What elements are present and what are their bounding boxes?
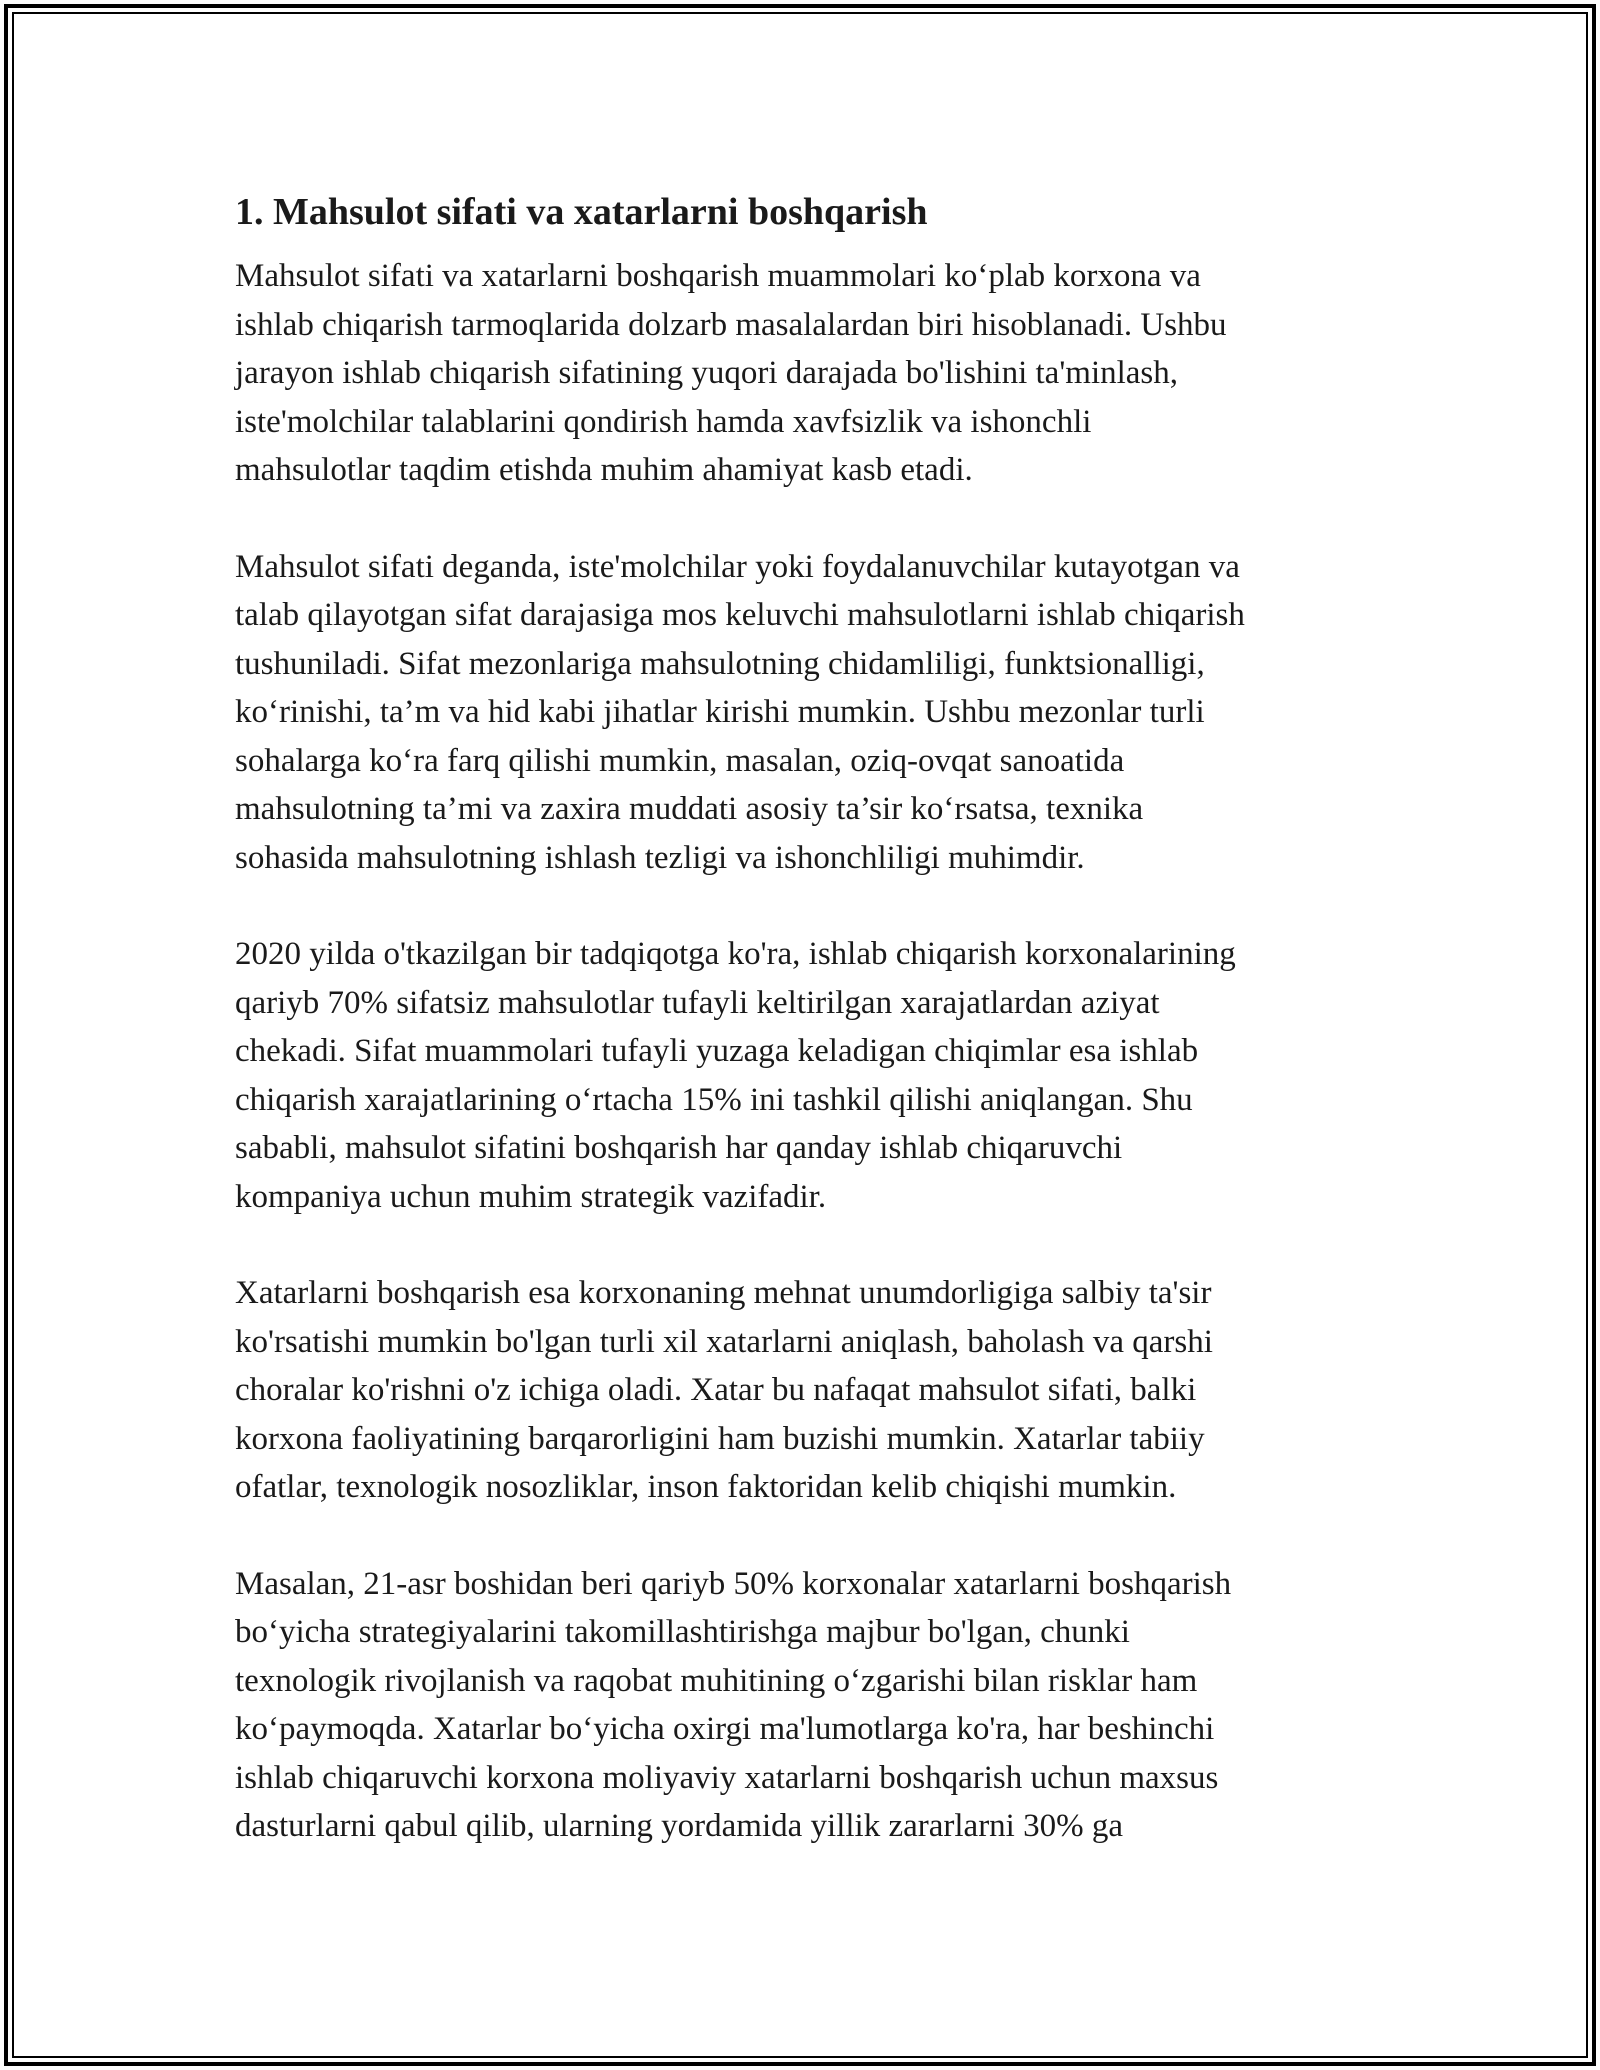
text-line: Mahsulot sifati va xatarlarni boshqarish muammolari ko‘plab korxona va (235, 258, 1201, 294)
text-line: choralar ko'rishni o'z ichiga oladi. Xatar bu nafaqat mahsulot sifati, balki (235, 1372, 1197, 1408)
paragraph-3 (235, 930, 1385, 1221)
text-line: mahsulotning ta’mi va zaxira muddati asosiy ta’sir ko‘rsatsa, texnika (235, 791, 1144, 827)
text-line: mahsulotlar taqdim etishda muhim ahamiyat kasb etadi. (235, 452, 973, 488)
text-line: bo‘yicha strategiyalarini takomillashtirishga majbur bo'lgan, chunki (235, 1614, 1130, 1650)
text-line: ko‘paymoqda. Xatarlar bo‘yicha oxirgi ma'lumotlarga ko'ra, har beshinchi (235, 1711, 1215, 1747)
text-line: kompaniya uchun muhim strategik vazifadir. (235, 1178, 827, 1215)
text-line: sohasida mahsulotning ishlash tezligi va ishonchliligi muhimdir. (235, 839, 1085, 876)
document-body (235, 186, 1385, 1899)
section-heading: 1. Mahsulot sifati va xatarlarni boshqarish (235, 191, 928, 233)
text-line: qariyb 70% sifatsiz mahsulotlar tufayli keltirilgan xarajatlardan aziyat (235, 984, 1160, 1021)
paragraph-5 (235, 1560, 1385, 1851)
text-line: jarayon ishlab chiqarish sifatining yuqori darajada bo'lishini ta'minlash, (235, 355, 1179, 391)
text-line: sohalarga ko‘ra farq qilishi mumkin, masalan, oziq-ovqat sanoatida (235, 742, 1125, 779)
text-line: ofatlar, texnologik nosozliklar, inson faktoridan kelib chiqishi mumkin. (235, 1469, 1177, 1505)
text-line: ko'rsatishi mumkin bo'lgan turli xil xatarlarni aniqlash, baholash va qarshi (235, 1323, 1213, 1360)
text-line: Xatarlarni boshqarish esa korxonaning mehnat unumdorligiga salbiy ta'sir (235, 1275, 1212, 1311)
text-line: ishlab chiqarish tarmoqlarida dolzarb masalalardan biri hisoblanadi. Ushbu (235, 306, 1227, 343)
text-line: sababli, mahsulot sifatini boshqarish har qanday ishlab chiqaruvchi (235, 1130, 1123, 1166)
text-line: korxona faoliyatining barqarorligini ham buzishi mumkin. Xatarlar tabiiy (235, 1420, 1205, 1457)
text-line: talab qilayotgan sifat darajasiga mos keluvchi mahsulotlarni ishlab chiqarish (235, 597, 1245, 633)
text-line: chekadi. Sifat muammolari tufayli yuzaga keladigan chiqimlar esa ishlab (235, 1033, 1199, 1069)
text-line: iste'molchilar talablarini qondirish hamda xavfsizlik va ishonchli (235, 403, 1092, 440)
text-line: Mahsulot sifati deganda, iste'molchilar yoki foydalanuvchilar kutayotgan va (235, 548, 1240, 585)
text-line: ishlab chiqaruvchi korxona moliyaviy xatarlarni boshqarish uchun maxsus (235, 1759, 1219, 1796)
text-line: texnologik rivojlanish va raqobat muhitining o‘zgarishi bilan risklar ham (235, 1662, 1198, 1699)
text-line: ko‘rinishi, ta’m va hid kabi jihatlar kirishi mumkin. Ushbu mezonlar turli (235, 694, 1205, 730)
text-line: tushuniladi. Sifat mezonlariga mahsulotning chidamliligi, funktsionalligi, (235, 645, 1205, 682)
paragraph-4 (235, 1269, 1385, 1512)
text-line: chiqarish xarajatlarining o‘rtacha 15% ini tashkil qilishi aniqlangan. Shu (235, 1081, 1193, 1118)
text-line: Masalan, 21-asr boshidan beri qariyb 50% korxonalar xatarlarni boshqarish (235, 1565, 1232, 1602)
text-line: 2020 yilda o'tkazilgan bir tadqiqotga ko'ra, ishlab chiqarish korxonalarining (235, 936, 1236, 972)
paragraph-2 (235, 543, 1385, 883)
paragraph-1 (235, 252, 1385, 495)
text-line: dasturlarni qabul qilib, ularning yordamida yillik zararlarni 30% ga (235, 1808, 1123, 1844)
